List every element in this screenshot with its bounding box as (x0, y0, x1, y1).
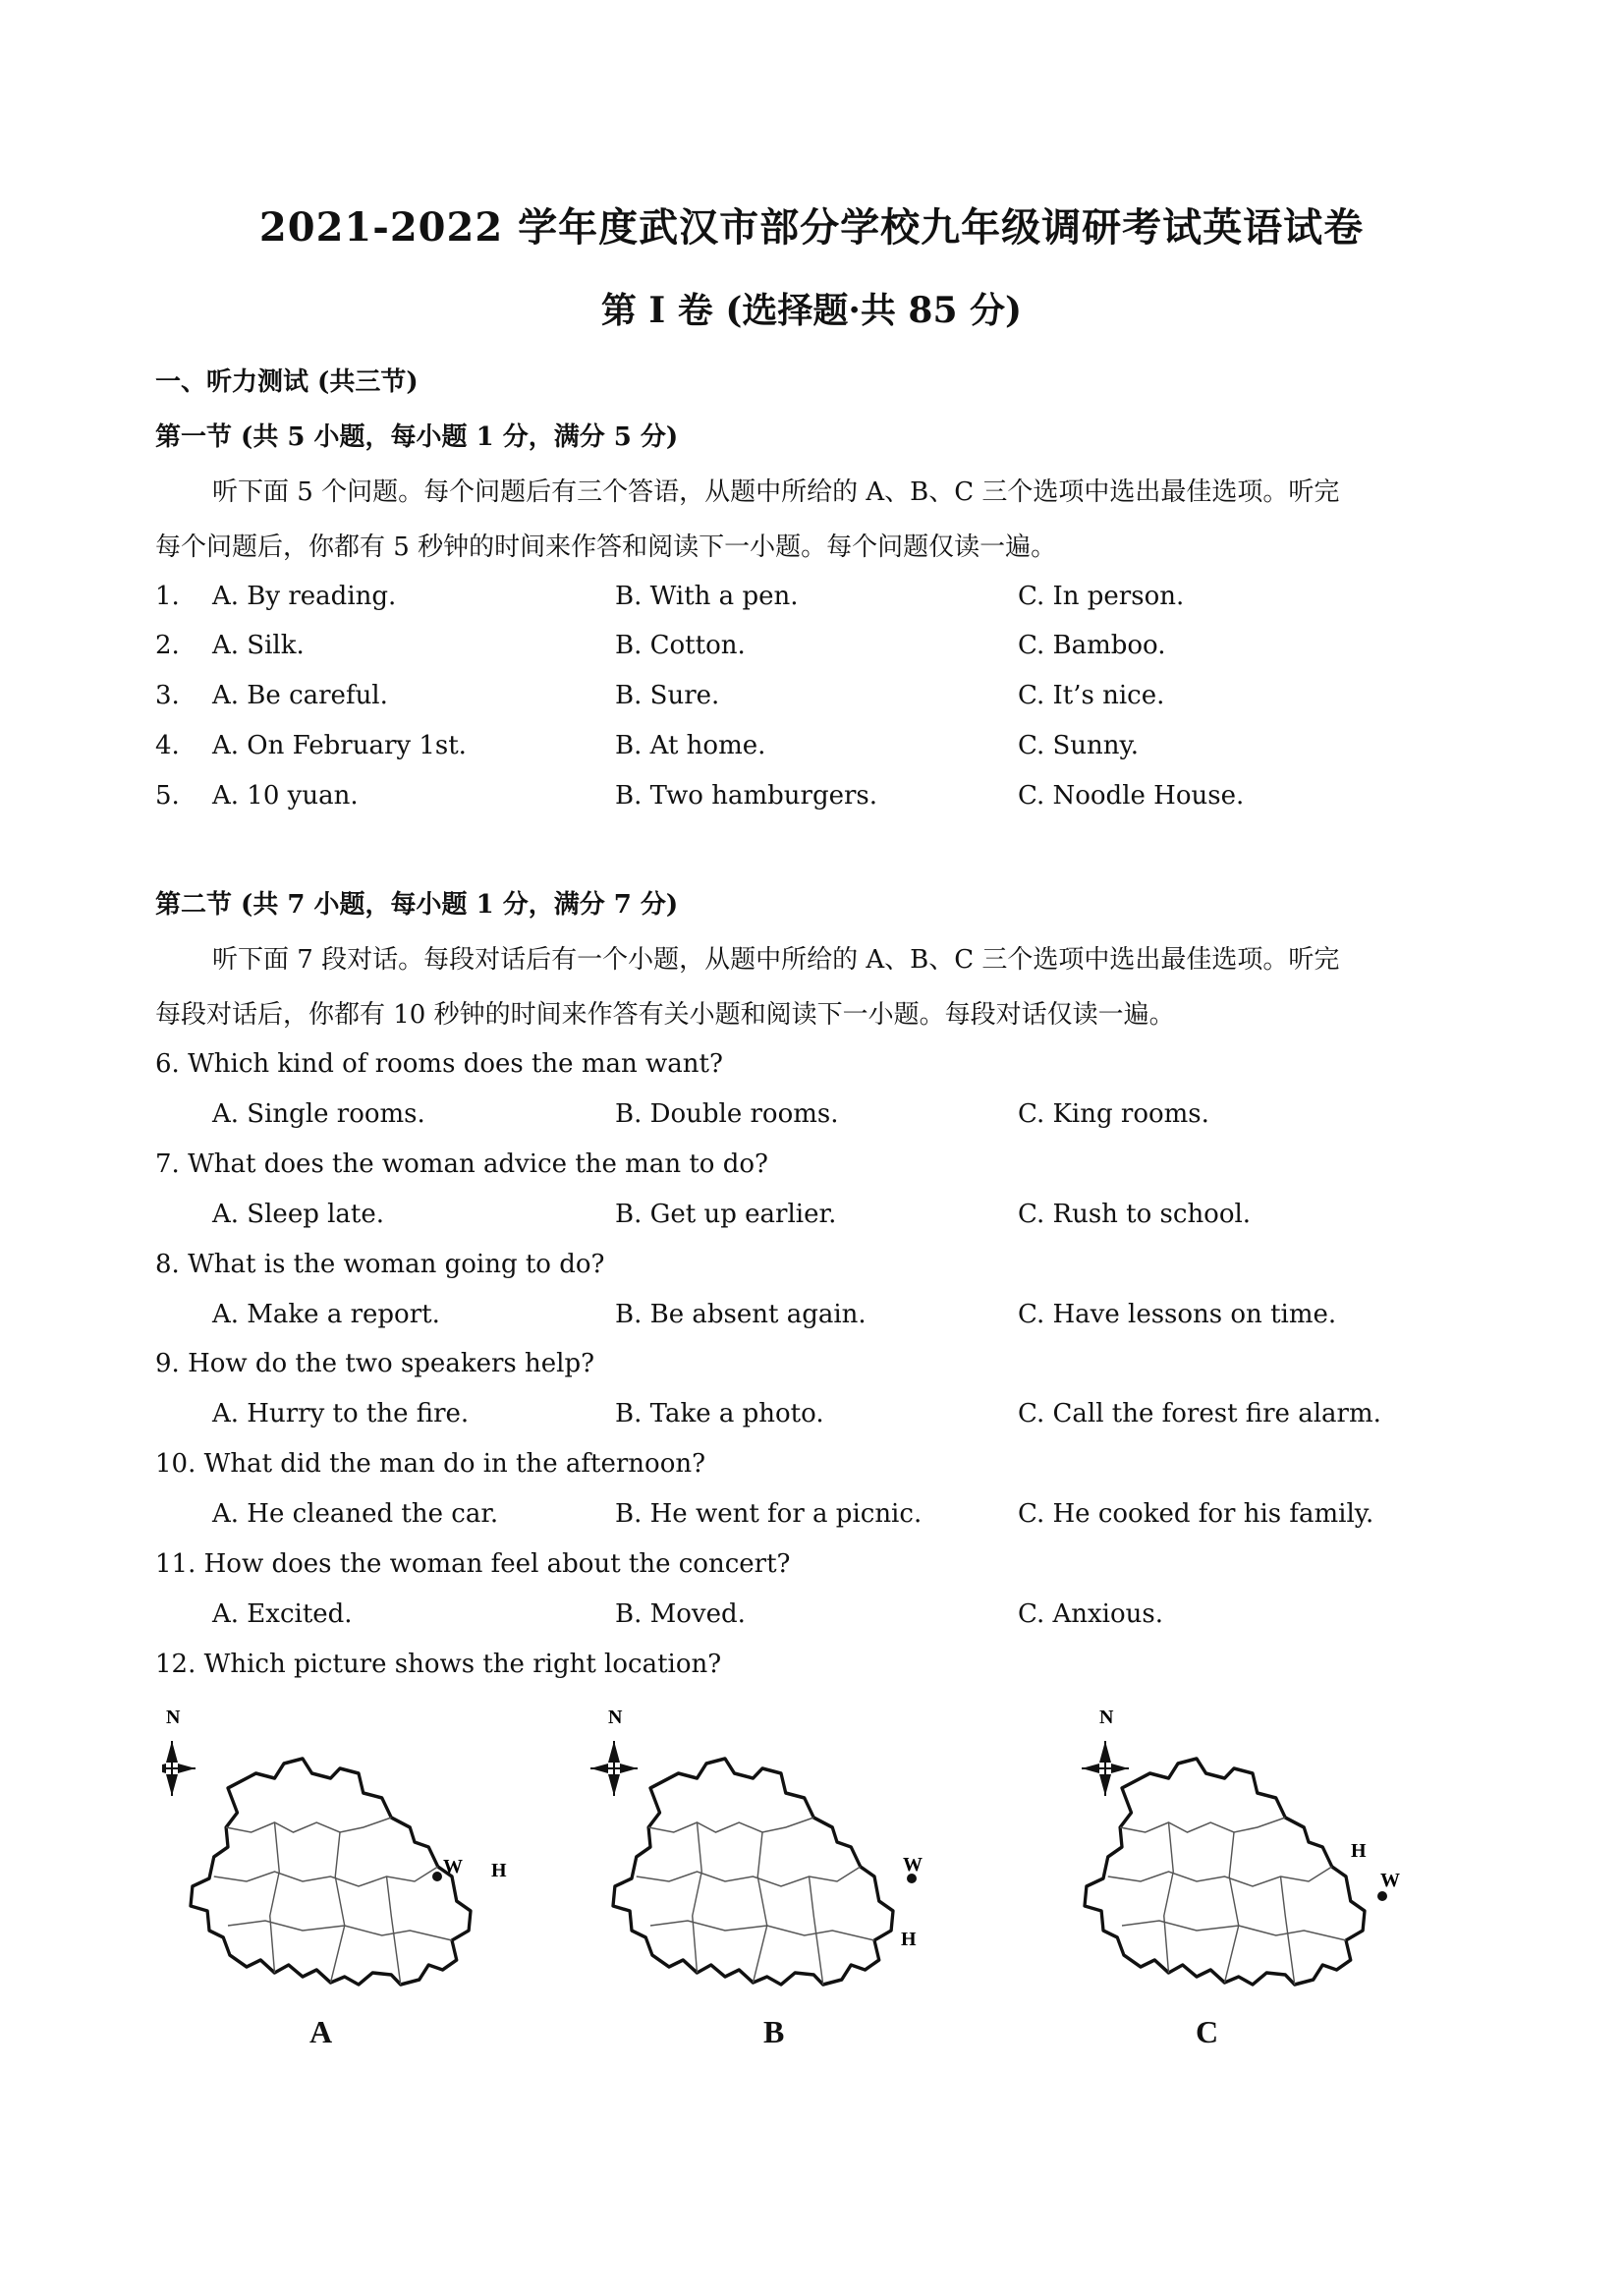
option-b: B. Cotton. (615, 631, 746, 660)
province-outline-c (1085, 1759, 1365, 1985)
option-c: C. Sunny. (1018, 731, 1140, 760)
marker-w: W (903, 1854, 923, 1876)
option-a: A. Hurry to the fire. (212, 1399, 470, 1428)
option-b: B. Take a photo. (615, 1399, 824, 1428)
option-b: B. At home. (615, 731, 766, 760)
compass-north-label: N (166, 1707, 181, 1728)
option-a: A. Be careful. (212, 681, 388, 710)
option-a: A. By reading. (212, 582, 397, 611)
option-c: C. Bamboo. (1018, 631, 1166, 660)
option-b: B. Two hamburgers. (615, 781, 878, 811)
option-b: B. Moved. (615, 1599, 746, 1629)
option-c: C. Noodle House. (1018, 781, 1245, 811)
option-b: B. With a pen. (615, 582, 799, 611)
section1-instruction-line2: 每个问题后，你都有 5 秒钟的时间来作答和阅读下一小题。每个问题仅读一遍。 (155, 532, 1057, 562)
exam-title: 2021-2022 学年度武汉市部分学校九年级调研考试英语试卷 (258, 204, 1365, 251)
question-stem: 7. What does the woman advice the man to do? (155, 1149, 768, 1179)
option-b: B. Be absent again. (615, 1300, 867, 1329)
part-heading: 一、听力测试 (共三节) (155, 367, 419, 397)
map-label-b: B (763, 2014, 785, 2049)
section1-heading: 第一节 (共 5 小题，每小题 1 分，满分 5 分) (155, 422, 679, 452)
option-b: B. He went for a picnic. (615, 1499, 923, 1529)
option-c: C. Call the forest fire alarm. (1018, 1399, 1381, 1428)
option-c: C. King rooms. (1018, 1099, 1209, 1129)
question-number: 1. (155, 582, 180, 611)
map-figures (162, 1690, 1488, 2073)
option-c: C. Rush to school. (1018, 1200, 1252, 1229)
option-c: C. Have lessons on time. (1018, 1300, 1337, 1329)
option-c: C. He cooked for his family. (1018, 1499, 1374, 1529)
compass-rose-icon (162, 1741, 196, 1796)
map-figures-svg (162, 1690, 1488, 2073)
question-stem: 9. How do the two speakers help? (155, 1349, 595, 1378)
option-a: A. 10 yuan. (212, 781, 359, 811)
map-a (162, 1707, 507, 1985)
section1-instruction-line1: 听下面 5 个问题。每个问题后有三个答语，从题中所给的 A、B、C 三个选项中选出最佳选项。听完 (212, 477, 1340, 507)
marker-h: H (491, 1860, 507, 1881)
option-a: A. Make a report. (212, 1300, 440, 1329)
compass-rose-icon (590, 1741, 638, 1796)
question-stem: 10. What did the man do in the afternoon? (155, 1449, 706, 1479)
option-a: A. Sleep late. (212, 1200, 385, 1229)
map-b (590, 1707, 923, 1985)
province-outline-b (613, 1759, 893, 1985)
option-b: B. Sure. (615, 681, 720, 710)
question-number: 3. (155, 681, 180, 710)
marker-h: H (901, 1929, 917, 1950)
option-a: A. Silk. (212, 631, 305, 660)
marker-h: H (1351, 1840, 1367, 1862)
question-stem: 11. How does the woman feel about the concert? (155, 1549, 791, 1579)
section2-heading: 第二节 (共 7 小题，每小题 1 分，满分 7 分) (155, 890, 679, 920)
question-number: 4. (155, 731, 180, 760)
wuhan-marker-icon (432, 1872, 442, 1881)
marker-w: W (1380, 1870, 1400, 1891)
map-label-c: C (1196, 2014, 1219, 2049)
map-c (1082, 1707, 1400, 1985)
option-c: C. Anxious. (1018, 1599, 1164, 1629)
marker-w: W (443, 1856, 463, 1877)
option-a: A. Single rooms. (212, 1099, 425, 1129)
section2-instruction-line2: 每段对话后，你都有 10 秒钟的时间来作答有关小题和阅读下一小题。每段对话仅读一遍。 (155, 1000, 1175, 1030)
map-label-a: A (309, 2014, 333, 2049)
option-c: C. It’s nice. (1018, 681, 1165, 710)
question-number: 5. (155, 781, 180, 811)
option-b: B. Get up earlier. (615, 1200, 837, 1229)
wuhan-marker-icon (1377, 1891, 1387, 1901)
option-a: A. Excited. (212, 1599, 353, 1629)
option-a: A. He cleaned the car. (212, 1499, 499, 1529)
compass-north-label: N (1099, 1707, 1114, 1728)
option-a: A. On February 1st. (212, 731, 467, 760)
question-stem: 8. What is the woman going to do? (155, 1250, 605, 1279)
question-stem: 12. Which picture shows the right location? (155, 1650, 722, 1679)
question-stem: 6. Which kind of rooms does the man want? (155, 1049, 723, 1079)
compass-north-label: N (608, 1707, 623, 1728)
section2-instruction-line1: 听下面 7 段对话。每段对话后有一个小题，从题中所给的 A、B、C 三个选项中选出最佳选项。听完 (212, 945, 1340, 975)
exam-subtitle: 第 I 卷 (选择题·共 85 分) (600, 290, 1023, 331)
question-number: 2. (155, 631, 180, 660)
option-b: B. Double rooms. (615, 1099, 839, 1129)
option-c: C. In person. (1018, 582, 1185, 611)
province-outline-a (191, 1759, 471, 1985)
